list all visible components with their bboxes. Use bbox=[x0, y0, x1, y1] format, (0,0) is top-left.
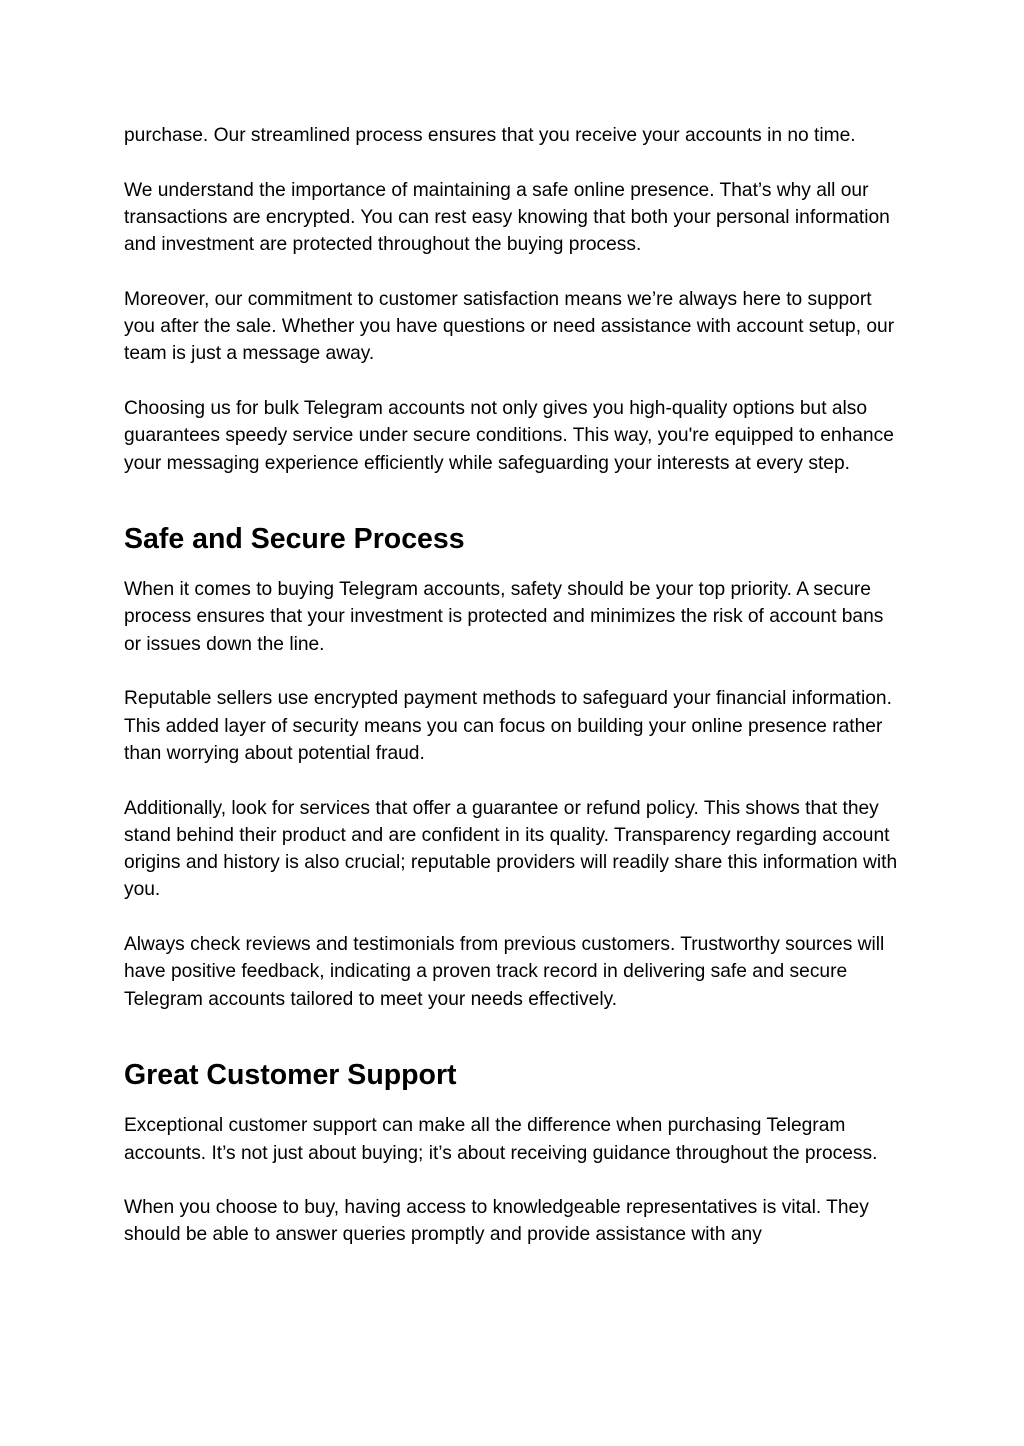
section-heading-safe-secure: Safe and Secure Process bbox=[124, 523, 465, 556]
paragraph: Choosing us for bulk Telegram accounts not only gives you high-quality options but also guarantees speedy service under secure conditions. This way, you're equipped to enhance your messaging experience efficiently while safeguarding your interests at every step. bbox=[124, 397, 894, 474]
paragraph: We understand the importance of maintaining a safe online presence. That’s why all our transactions are encrypted. You can rest easy knowing that both your personal information and investment are protected throughout the buying process. bbox=[124, 179, 890, 256]
paragraph: When you choose to buy, having access to knowledgeable representatives is vital. They should be able to answer queries promptly and provide assistance with any bbox=[124, 1197, 869, 1246]
section-heading-customer-support: Great Customer Support bbox=[124, 1059, 457, 1092]
paragraph: purchase. Our streamlined process ensures that you receive your accounts in no time. bbox=[124, 125, 856, 146]
paragraph: Exceptional customer support can make all the difference when purchasing Telegram accounts. It’s not just about buying; it’s about receiving guidance throughout the process. bbox=[124, 1115, 878, 1164]
paragraph: Additionally, look for services that offer a guarantee or refund policy. This shows that they stand behind their product and are confident in its quality. Transparency regarding account origins and history is also crucial; reputable providers will readily share this information with you. bbox=[124, 797, 898, 901]
paragraph: Reputable sellers use encrypted payment methods to safeguard your financial information. This added layer of security means you can focus on building your online presence rather than worrying about potential fraud. bbox=[124, 688, 892, 764]
paragraph: Always check reviews and testimonials from previous customers. Trustworthy sources will have positive feedback, indicating a proven track record in delivering safe and secure Telegram accounts tailored to meet your needs effectively. bbox=[124, 934, 885, 1010]
paragraph: When it comes to buying Telegram accounts, safety should be your top priority. A secure process ensures that your investment is protected and minimizes the risk of account bans or issues down the line. bbox=[124, 579, 884, 655]
paragraph: Moreover, our commitment to customer satisfaction means we’re always here to support you after the sale. Whether you have questions or need assistance with account setup, our team is just a message away. bbox=[124, 288, 895, 365]
document-page bbox=[124, 122, 904, 1276]
